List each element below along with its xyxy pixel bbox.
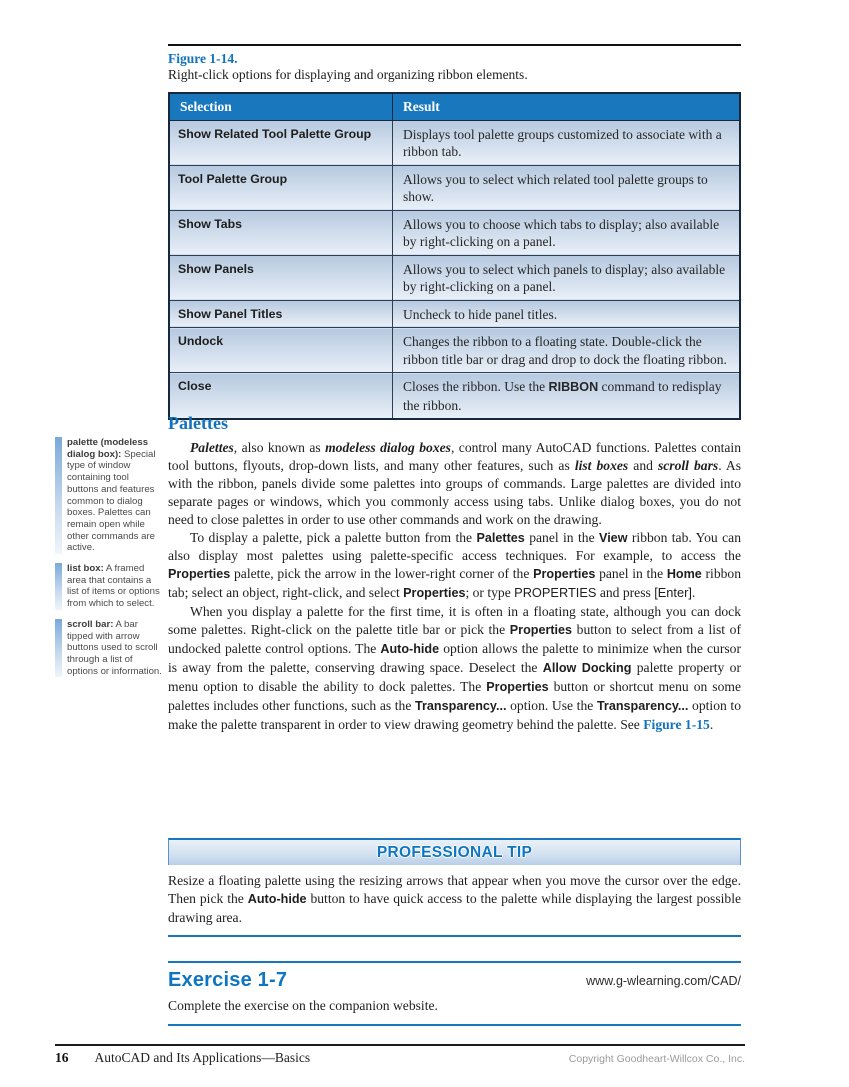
text-segment: ribbon tab. You can also display most palettes using palette-specific access techniques. For example, to access the: [168, 529, 741, 564]
footer-left: [55, 1050, 310, 1066]
exercise-title: Exercise 1-7: [168, 969, 288, 991]
table-selection-cell: Show Related Tool Palette Group: [169, 120, 393, 165]
text-segment: button to have quick access to the palette while displaying the largest possible drawing area.: [168, 890, 741, 925]
figure-table-body: [169, 120, 740, 419]
text-segment: Allows you to choose which tabs to display; also available by right-clicking on a panel.: [403, 216, 720, 249]
text-segment: Properties: [533, 567, 596, 582]
margin-notes: [55, 437, 162, 686]
margin-note-definition: A bar tipped with arrow buttons used to scroll through a list of options or information.: [67, 618, 162, 677]
margin-note-term: palette (modeless dialog box):: [67, 437, 149, 460]
table-row: [169, 255, 740, 300]
margin-note-bar: [55, 437, 62, 554]
margin-note-text: [62, 563, 162, 610]
text-segment: . As with the ribbon, panels divide some palettes into groups of commands. Large palettes are divided into separate pages or windows, which you commonly access using tabs. Unlike dialog boxes, you do not need to close palettes in order to use other commands and work on the drawing.: [168, 457, 742, 527]
margin-note-bar: [55, 619, 62, 678]
text-segment: option to make the palette transparent in order to view drawing geometry behind the palette. See: [168, 697, 741, 732]
table-selection-cell: Show Tabs: [169, 210, 393, 255]
text-segment: Transparency...: [415, 698, 507, 713]
table-result-cell: [393, 165, 741, 210]
text-segment: Closes the ribbon. Use the: [403, 379, 549, 394]
column-header-selection: Selection: [169, 93, 393, 121]
table-result-cell: [393, 300, 741, 328]
table-result-cell: [393, 210, 741, 255]
book-title: AutoCAD and Its Applications—Basics: [94, 1050, 311, 1065]
text-segment: , control many AutoCAD functions. Palettes contain tool buttons, flyouts, drop-down lists, and many other features, such as: [168, 440, 742, 473]
margin-note: [55, 619, 162, 678]
table-result-cell: [393, 328, 741, 373]
table-row: [169, 210, 740, 255]
professional-tip-block: [168, 838, 741, 937]
page-footer: [55, 1044, 745, 1066]
exercise-url-link[interactable]: www.g-wlearning.com/CAD/: [586, 974, 741, 988]
exercise-header: [168, 968, 741, 992]
margin-note-term: scroll bar:: [67, 618, 114, 630]
copyright-notice: Copyright Goodheart-Willcox Co., Inc.: [568, 1053, 745, 1065]
figure-label: Figure 1-14.: [168, 51, 238, 66]
text-segment: button to select from a list of undocked palette control options. The: [168, 622, 742, 656]
margin-note: [55, 563, 162, 610]
text-segment: Uncheck to hide panel titles.: [403, 306, 558, 322]
text-segment: palette, pick the arrow in the lower-right corner of the: [230, 566, 534, 582]
body-paragraph-1: [168, 439, 741, 529]
text-segment: When you display a palette for the first time, it is often in a floating state, although you can dock some palettes. Right-click on the palette title bar or pick the: [168, 604, 741, 638]
column-header-result: Result: [393, 93, 741, 121]
page-number: 16: [55, 1050, 69, 1065]
text-segment: Transparency...: [596, 698, 689, 713]
text-segment: modeless dialog boxes: [325, 440, 451, 455]
text-segment: Properties: [486, 679, 549, 694]
figure-caption: Right-click options for displaying and organizing ribbon elements.: [168, 67, 528, 82]
text-segment: PROPERTIES: [514, 585, 597, 601]
text-segment: Home: [666, 567, 702, 582]
text-segment: Properties: [509, 623, 573, 638]
text-segment: palette property or menu option to disable the ability to dock palettes. The: [168, 659, 741, 694]
text-segment: Palettes: [476, 530, 525, 545]
table-row: [169, 120, 740, 165]
text-segment: View: [599, 530, 628, 545]
figure-cross-reference-link[interactable]: Figure 1-15: [643, 716, 710, 732]
margin-note-bar: [55, 563, 62, 610]
text-segment: Allows you to select which related tool palette groups to show.: [403, 171, 708, 204]
body-paragraph-2: [168, 529, 741, 604]
section-heading: Palettes: [168, 413, 228, 433]
margin-note-definition: A framed area that contains a list of items or options from which to select.: [67, 563, 160, 610]
table-header-row: [169, 93, 740, 121]
exercise-block: [168, 961, 741, 1026]
text-segment: Properties: [403, 586, 466, 601]
text-segment: [Enter]: [654, 585, 692, 601]
table-selection-cell: Undock: [169, 328, 393, 373]
table-row: [169, 300, 740, 328]
table-row: [169, 165, 740, 210]
margin-note-text: [62, 437, 162, 554]
text-segment: RIBBON: [548, 380, 599, 394]
table-selection-cell: Close: [169, 373, 393, 420]
text-segment: ribbon tab; select an object, right-click, and select: [168, 566, 742, 601]
text-segment: option. Use the: [506, 697, 597, 713]
table-selection-cell: Tool Palette Group: [169, 165, 393, 210]
professional-tip-title: PROFESSIONAL TIP: [376, 844, 533, 861]
exercise-instruction: Complete the exercise on the companion website.: [168, 998, 438, 1013]
text-segment: Auto-hide: [380, 641, 440, 656]
text-segment: and: [628, 457, 658, 473]
professional-tip-banner: [168, 838, 741, 865]
text-segment: and press: [596, 585, 655, 601]
text-segment: Auto-hide: [247, 891, 307, 906]
text-segment: option allows the palette to minimize when the cursor is away from the palette, conserving drawing space. Deselect the: [168, 640, 741, 675]
text-segment: list boxes: [574, 457, 629, 473]
table-result-cell: [393, 120, 741, 165]
margin-note-text: [62, 619, 162, 678]
text-segment: Allow Docking: [542, 660, 632, 675]
margin-note: [55, 437, 162, 554]
text-segment: .: [691, 585, 696, 601]
text-segment: Allows you to select which panels to display; also available by right-clicking on a panel.: [403, 261, 726, 294]
text-segment: panel in the: [595, 566, 667, 582]
margin-note-definition: Special type of window containing tool buttons and features common to dialog boxes. Palettes can remain open while other commands are active.: [67, 448, 156, 554]
text-segment: scroll bars: [657, 457, 719, 473]
text-segment: ; or type: [465, 585, 515, 601]
body-paragraph-3: [168, 603, 741, 733]
text-segment: Properties: [168, 567, 231, 582]
text-segment: .: [709, 716, 714, 732]
text-segment: button or shortcut menu on some palettes includes other functions, such as the: [168, 678, 741, 713]
text-segment: Palettes: [190, 440, 234, 455]
text-segment: Displays tool palette groups customized to associate with a ribbon tab.: [403, 126, 722, 159]
text-segment: panel in the: [524, 529, 600, 545]
text-segment: command to redisplay the ribbon.: [403, 379, 722, 413]
text-segment: To display a palette, pick a palette button from the: [190, 529, 477, 545]
table-row: [169, 328, 740, 373]
professional-tip-body: [168, 872, 741, 927]
margin-note-term: list box:: [67, 563, 104, 575]
table-selection-cell: Show Panel Titles: [169, 300, 393, 328]
figure-table: [168, 92, 741, 421]
table-selection-cell: Show Panels: [169, 255, 393, 300]
text-segment: Changes the ribbon to a floating state. Double-click the ribbon title bar or drag and drop to dock the floating ribbon.: [403, 334, 727, 367]
table-result-cell: [393, 255, 741, 300]
figure-block: [168, 44, 741, 420]
text-segment: Resize a floating palette using the resizing arrows that appear when you move the cursor over the edge. Then pick the: [168, 873, 741, 906]
text-segment: , also known as: [233, 440, 326, 455]
palettes-section: [168, 413, 741, 734]
figure-table-header: [169, 93, 740, 121]
